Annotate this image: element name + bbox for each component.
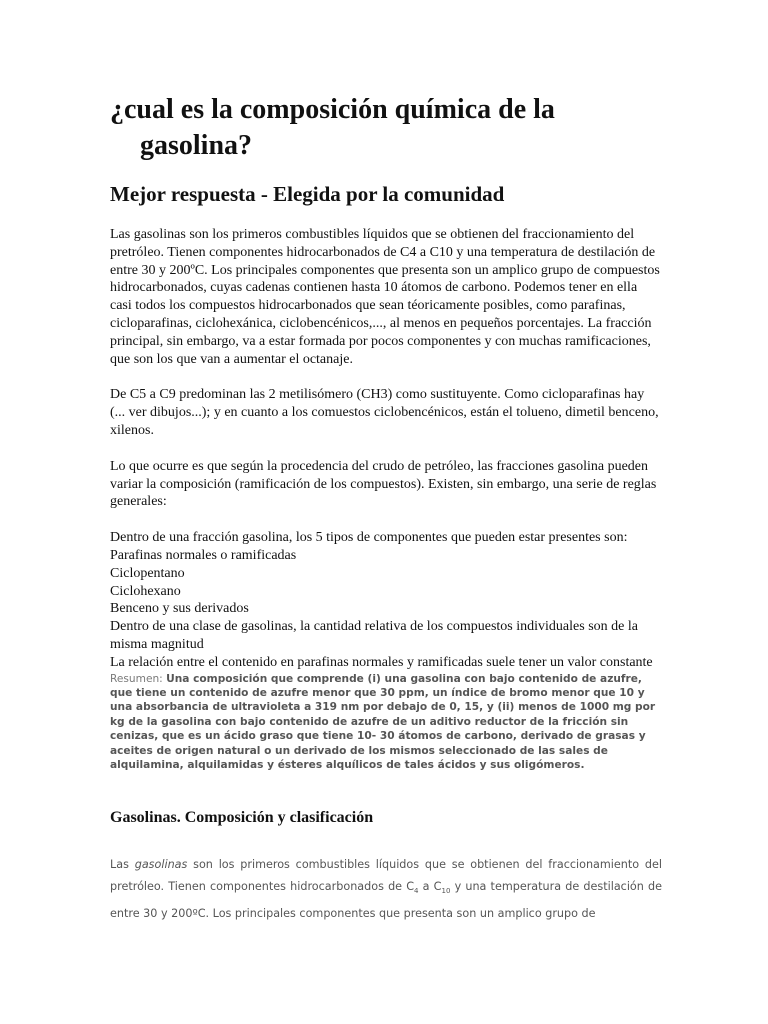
- list-line: Ciclohexano: [110, 583, 181, 599]
- list-line: Parafinas normales o ramificadas: [110, 547, 297, 563]
- text-segment: a C: [418, 880, 442, 894]
- best-answer-heading: Mejor respuesta - Elegida por la comunidad: [110, 182, 505, 206]
- italic-term: gasolinas: [134, 858, 188, 872]
- answer-paragraph-2: De C5 a C9 predominan las 2 metilisómero (CH3) como sustituyente. Como cicloparafinas hay (... ver dibujos...); y en cuanto a los comuestos ciclobencénicos, están el tolueno, dimetil benceno, xilenos.: [110, 387, 659, 438]
- rules-list: [110, 529, 662, 671]
- subscript: 10: [441, 887, 451, 896]
- resumen-text: Una composición que comprende (i) una gasolina con bajo contenido de azufre, que tiene un contenido de azufre menor que 30 ppm, un índice de bromo menor que 10 y una absorbancia de ultravioleta a 319 nm por debajo de 0, 15, y (ii) menos de 1000 mg por kg de la gasolina con bajo contenido de azufre de un aditivo reductor de la fricción sin cenizas, que es un ácido graso que tiene 10- 30 átomos de carbono, derivado de grasas y aceites de origen natural o un derivado de los mismos seleccionado de las sales de alquilamina, alquilamidas y ésteres alquílicos de tales ácidos y sus oligómeros.: [110, 672, 656, 771]
- text-segment: son los primeros combustibles líquidos que se obtienen del fraccionamiento del pretróleo. Tienen componentes hidrocarbonados de C: [110, 858, 662, 894]
- section-heading: Gasolinas. Composición y clasificación: [110, 809, 374, 827]
- text-segment: y una temperatura de destilación de entre 30 y 200ºC. Los principales componentes que presenta son un amplico grupo de: [110, 880, 663, 920]
- subscript: 4: [414, 887, 419, 896]
- list-line: Dentro de una clase de gasolinas, la cantidad relativa de los compuestos individuales son de la misma magnitud: [110, 619, 638, 652]
- text-segment: Las: [110, 858, 135, 872]
- answer-paragraph-3: Lo que ocurre es que según la procedencia del crudo de petróleo, las fracciones gasolina pueden variar la composición (ramificación de los compuestos). Existen, sin embargo, una serie de reglas generales:: [110, 458, 657, 510]
- resumen-block: [110, 672, 662, 773]
- list-line: Benceno y sus derivados: [110, 601, 249, 617]
- list-line: La relación entre el contenido en parafinas normales y ramificadas suele tener un valor constante: [110, 654, 653, 670]
- question-title: ¿cual es la composición química de la gasolina?: [110, 94, 555, 161]
- resumen-label: Resumen:: [110, 672, 163, 685]
- document-content: [110, 92, 662, 925]
- section-paragraph: [110, 854, 662, 924]
- list-line: Ciclopentano: [110, 565, 185, 581]
- answer-paragraph-1: Las gasolinas son los primeros combustibles líquidos que se obtienen del fraccionamiento del pretróleo. Tienen componentes hidrocarbonados de C4 a C10 y una temperatura de destilación de entre 30 y 200ºC. Los principales componentes que presenta son un amplico grupo de compuestos hidrocarbonados, cuyas cadenas contienen hasta 10 átomos de carbono. Podemos tener en ella casi todos los compuestos hidrocarbonados que sean téoricamente posibles, como parafinas, cicloparafinas, ciclohexánica, ciclobencénicos,..., al menos en pequeños porcentajes. La fracción principal, sin embargo, va a estar formada por pocos componentes y con muchas ramificaciones, que son los que van a aumentar el octanaje.: [110, 227, 660, 367]
- list-line: Dentro de una fracción gasolina, los 5 tipos de componentes que pueden estar presentes son:: [110, 530, 628, 546]
